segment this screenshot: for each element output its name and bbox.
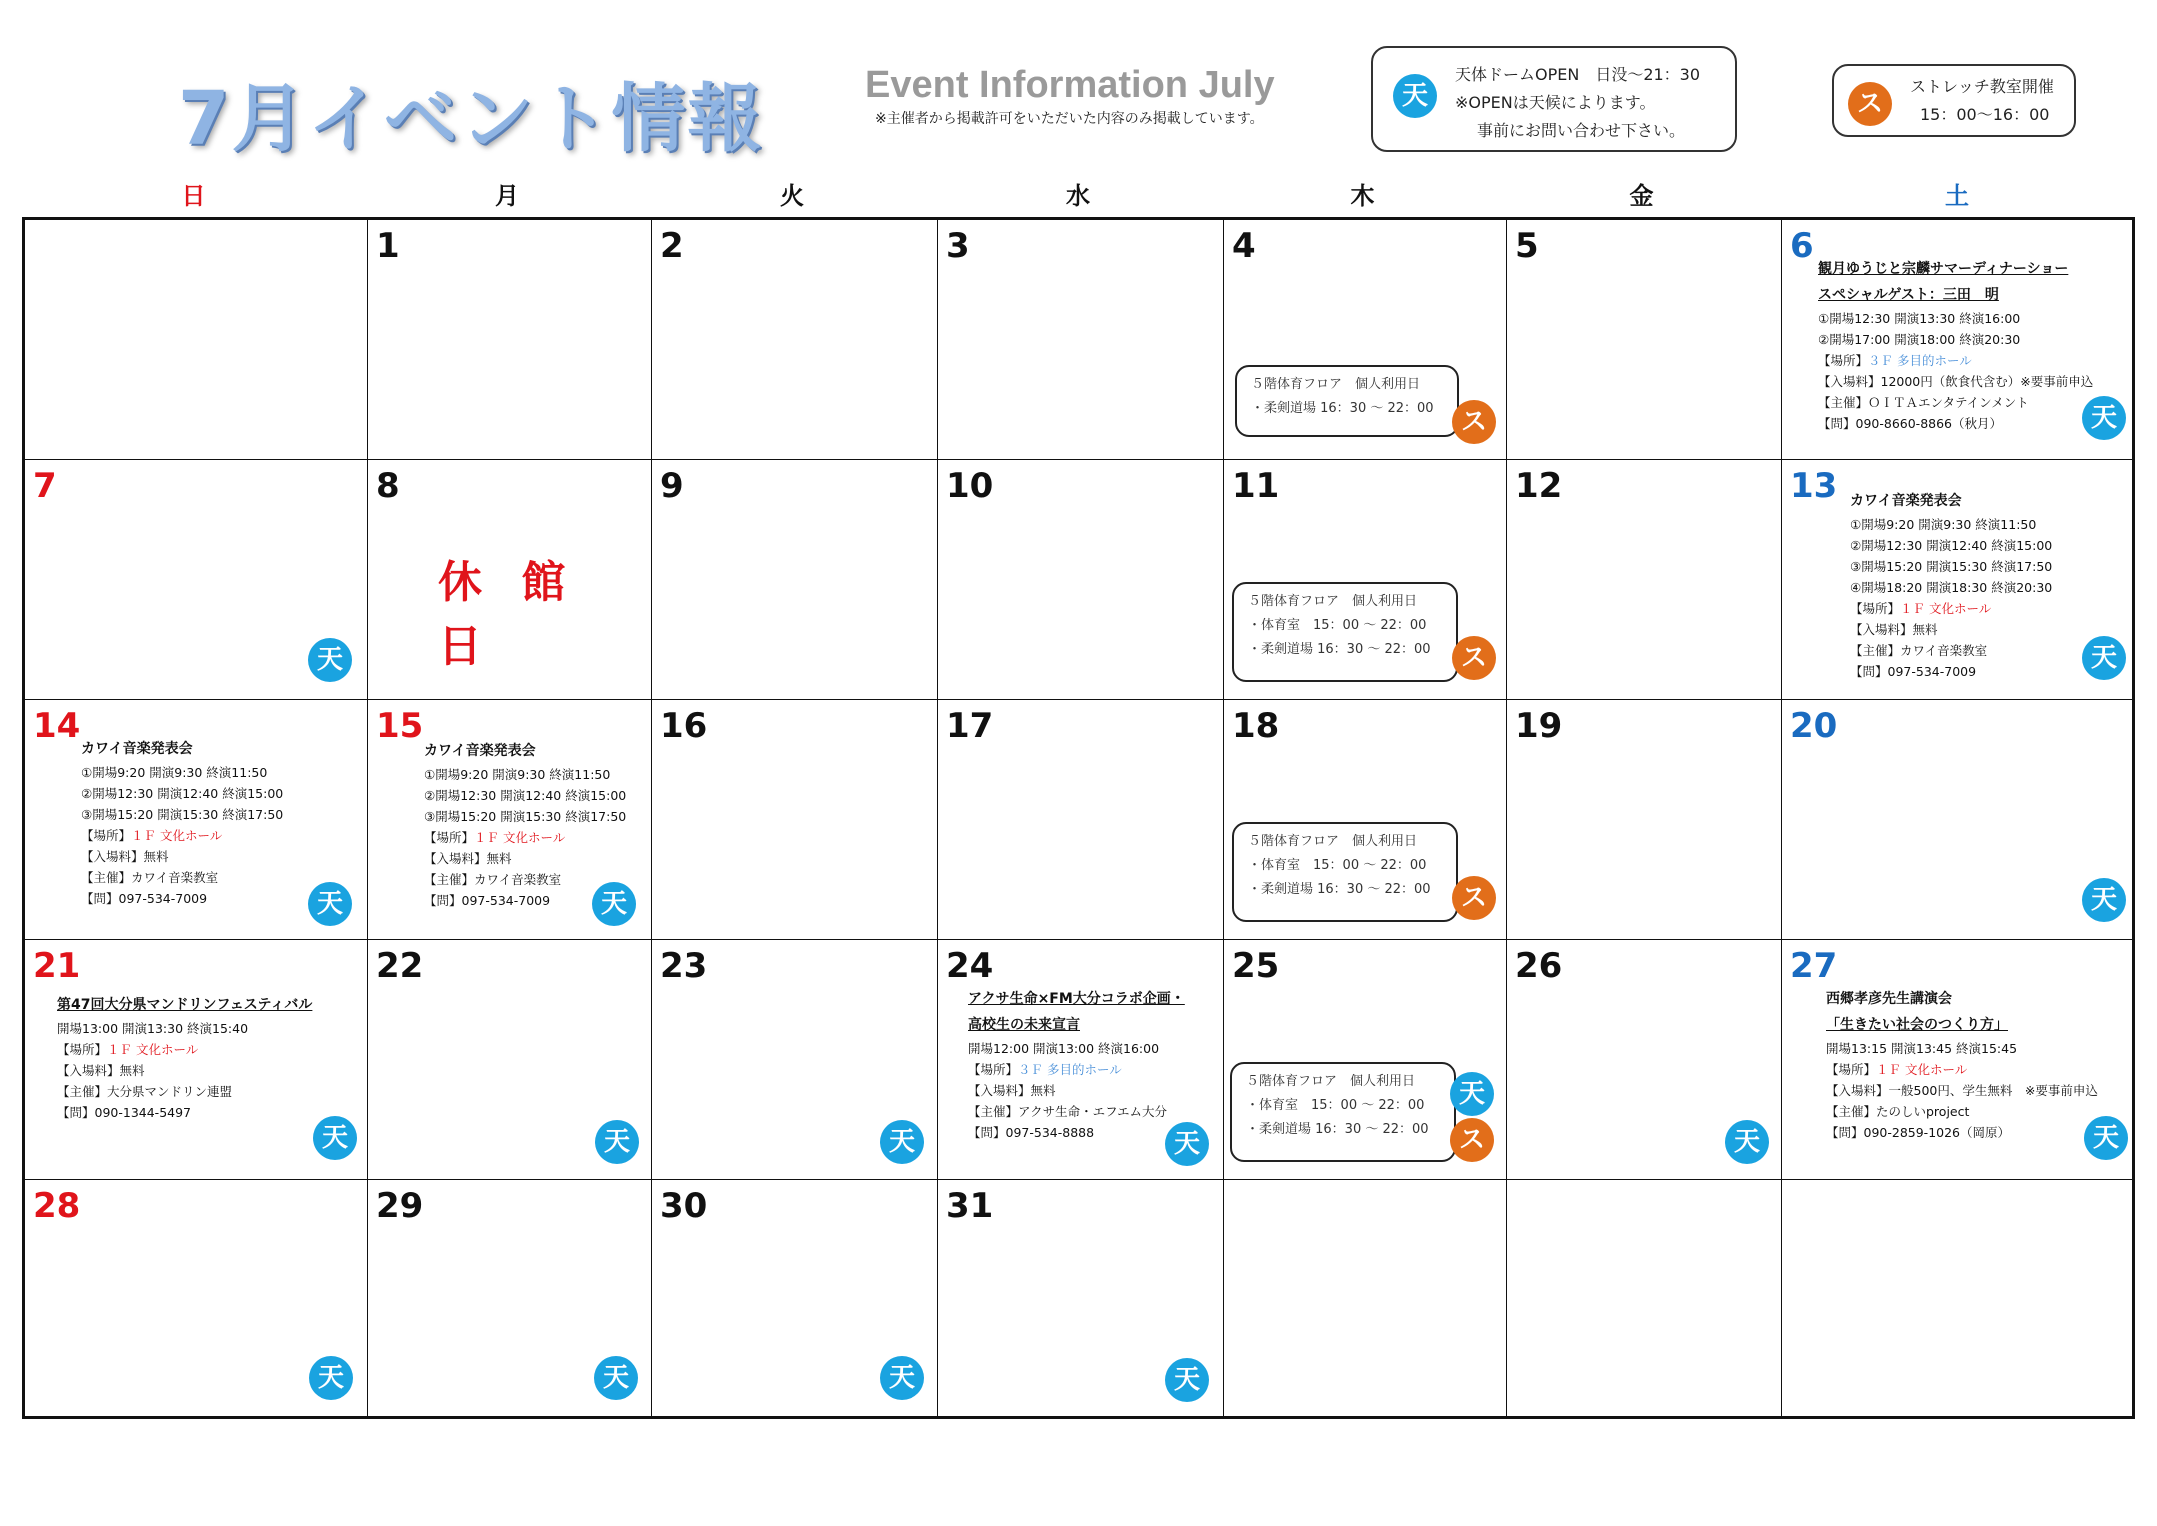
event-fee: 【入場料】無料 [57, 1063, 145, 1078]
legend-stretch-title: ストレッチ教室開催 [1910, 77, 2054, 96]
stretch-icon: ス [1452, 876, 1496, 920]
day-number: 6 [1790, 226, 1814, 266]
gym-open-box [1232, 822, 1458, 922]
day-cell-21 [25, 940, 368, 1180]
gym-open-box [1230, 1062, 1456, 1162]
day-cell-1 [368, 220, 652, 460]
event-fee: 【入場料】無料 [424, 851, 512, 866]
event-time-1: ①開場9:20 開演9:30 終演11:50 [1850, 517, 2037, 532]
weekday-thu: 木 [1350, 182, 1375, 210]
gym-room-hours: ・体育室 15：00 〜 22：00 [1246, 1098, 1425, 1113]
observatory-icon: 天 [2082, 396, 2126, 440]
event-organizer: 【主催】アクサ生命・エフエム大分 [968, 1104, 1168, 1119]
event-kawai-recital [1850, 488, 2052, 682]
event-organizer: 【主催】カワイ音楽教室 [1850, 643, 1988, 658]
day-number: 1 [376, 226, 400, 266]
event-organizer: 【主催】大分県マンドリン連盟 [57, 1084, 233, 1099]
day-cell-22 [368, 940, 652, 1180]
event-fee: 【入場料】12000円（飲食代含む）※要事前申込 [1818, 374, 2094, 389]
day-cell-27 [1782, 940, 2135, 1180]
day-cell-26 [1507, 940, 1782, 1180]
day-cell-29 [368, 1180, 652, 1416]
gym-open-box [1235, 365, 1459, 437]
event-time-2: ②開場12:30 開演12:40 終演15:00 [81, 786, 284, 801]
event-place: 【場所】１Ｆ 文化ホール [57, 1042, 199, 1057]
day-number: 14 [33, 706, 81, 746]
observatory-icon: 天 [2084, 1116, 2128, 1160]
observatory-icon: 天 [1393, 74, 1437, 118]
event-time-3: ③開場15:20 開演15:30 終演17:50 [424, 809, 627, 824]
observatory-icon: 天 [309, 1356, 353, 1400]
event-title: 第47回大分県マンドリンフェスティバル [57, 997, 313, 1013]
day-cell-5 [1507, 220, 1782, 460]
event-dinner-show [1818, 256, 2093, 434]
event-contact: 【問】097-534-7009 [1850, 664, 1977, 679]
legend-observatory-hours: 天体ドームOPEN 日没〜21：30 [1455, 65, 1701, 84]
day-number: 3 [946, 226, 970, 266]
event-fee: 【入場料】無料 [1850, 622, 1938, 637]
event-time-1: ①開場9:20 開演9:30 終演11:50 [424, 767, 611, 782]
legend-observatory-weather-note: ※OPENは天候によります。 [1455, 93, 1656, 112]
gym-room-hours: ・体育室 15：00 〜 22：00 [1248, 618, 1427, 633]
event-time-1: ①開場9:20 開演9:30 終演11:50 [81, 765, 268, 780]
event-kawai-recital [81, 736, 283, 909]
day-number: 5 [1515, 226, 1539, 266]
weekday-tue: 火 [780, 182, 804, 210]
day-cell-20 [1782, 700, 2135, 940]
day-cell-11 [1224, 460, 1507, 700]
event-place: 【場所】３Ｆ 多目的ホール [968, 1062, 1122, 1077]
observatory-icon: 天 [1165, 1122, 1209, 1166]
event-title: 西郷孝彦先生講演会 [1826, 991, 1952, 1007]
day-number: 21 [33, 946, 81, 986]
day-cell-empty [1507, 1180, 1782, 1416]
page-title: 7月イベント情報 [178, 76, 764, 162]
day-number: 2 [660, 226, 684, 266]
observatory-icon: 天 [313, 1116, 357, 1160]
weekday-sun: 日 [181, 182, 206, 210]
event-organizer: 【主催】カワイ音楽教室 [81, 870, 219, 885]
day-cell-23 [652, 940, 938, 1180]
event-title: 観月ゆうじと宗麟サマーディナーショー [1818, 261, 2069, 277]
day-cell-12 [1507, 460, 1782, 700]
day-cell-17 [938, 700, 1224, 940]
event-title: カワイ音楽発表会 [424, 743, 536, 759]
day-cell-empty [25, 220, 368, 460]
day-number: 7 [33, 466, 57, 506]
event-title: アクサ生命×FM大分コラボ企画・ [968, 991, 1185, 1007]
event-axa-fm-collab [968, 986, 1185, 1143]
calendar-grid [22, 217, 2135, 1419]
gym-dojo-hours: ・柔剣道場 16：30 〜 22：00 [1248, 642, 1431, 657]
day-number: 8 [376, 466, 400, 506]
day-number: 19 [1515, 706, 1563, 746]
stretch-icon: ス [1452, 400, 1496, 444]
legend-observatory-contact-note: 事前にお問い合わせ下さい。 [1477, 121, 1686, 140]
event-contact: 【問】090-1344-5497 [57, 1105, 192, 1120]
event-time-3: ③開場15:20 開演15:30 終演17:50 [1850, 559, 2053, 574]
observatory-icon: 天 [2082, 878, 2126, 922]
event-contact: 【問】097-534-7009 [424, 893, 551, 908]
closed-day-label: 休 館 日 [438, 557, 578, 672]
event-organizer: 【主催】カワイ音楽教室 [424, 872, 562, 887]
gym-title: ５階体育フロア 個人利用日 [1251, 377, 1421, 392]
day-number: 27 [1790, 946, 1838, 986]
day-number: 31 [946, 1186, 994, 1226]
day-cell-30 [652, 1180, 938, 1416]
day-number: 11 [1232, 466, 1280, 506]
event-mandolin-festival [57, 992, 312, 1123]
day-number: 28 [33, 1186, 81, 1226]
observatory-icon: 天 [592, 882, 636, 926]
day-cell-28 [25, 1180, 368, 1416]
day-number: 10 [946, 466, 994, 506]
observatory-icon: 天 [308, 638, 352, 682]
gym-title: ５階体育フロア 個人利用日 [1248, 594, 1418, 609]
observatory-icon: 天 [1450, 1072, 1494, 1116]
gym-dojo-hours: ・柔剣道場 16：30 〜 22：00 [1248, 882, 1431, 897]
event-contact: 【問】090-8660-8866（秋月） [1818, 416, 2003, 431]
day-cell-19 [1507, 700, 1782, 940]
event-place: 【場所】１Ｆ 文化ホール [81, 828, 223, 843]
day-cell-16 [652, 700, 938, 940]
event-organizer: 【主催】ＯＩＴＡエンタテインメント [1818, 395, 2029, 410]
day-number: 23 [660, 946, 708, 986]
day-number: 4 [1232, 226, 1256, 266]
day-cell-10 [938, 460, 1224, 700]
day-number: 9 [660, 466, 684, 506]
gym-room-hours: ・体育室 15：00 〜 22：00 [1248, 858, 1427, 873]
page-subtitle: Event Information July [865, 64, 1275, 106]
gym-open-box [1232, 582, 1458, 682]
day-cell-2 [652, 220, 938, 460]
stretch-icon: ス [1452, 636, 1496, 680]
event-contact: 【問】090-2859-1026（岡原） [1826, 1125, 2011, 1140]
weekday-wed: 水 [1066, 182, 1090, 210]
event-time-1: ①開場12:30 開演13:30 終演16:00 [1818, 311, 2021, 326]
event-time: 開場13:15 開演13:45 終演15:45 [1826, 1041, 2018, 1056]
publication-note: ※主催者から掲載許可をいただいた内容のみ掲載しています。 [875, 111, 1264, 127]
event-time: 開場13:00 開演13:30 終演15:40 [57, 1021, 249, 1036]
event-organizer: 【主催】たのしいproject [1826, 1104, 1970, 1119]
day-cell-3 [938, 220, 1224, 460]
event-time-4: ④開場18:20 開演18:30 終演20:30 [1850, 580, 2053, 595]
day-number: 18 [1232, 706, 1280, 746]
observatory-icon: 天 [1725, 1120, 1769, 1164]
gym-dojo-hours: ・柔剣道場 16：30 〜 22：00 [1246, 1122, 1429, 1137]
event-contact: 【問】097-534-7009 [81, 891, 208, 906]
stretch-icon: ス [1848, 82, 1892, 126]
weekday-sat: 土 [1945, 182, 1969, 210]
legend-stretch-hours: 15：00〜16：00 [1920, 105, 2050, 124]
day-number: 30 [660, 1186, 708, 1226]
event-time-2: ②開場12:30 開演12:40 終演15:00 [424, 788, 627, 803]
day-cell-4 [1224, 220, 1507, 460]
event-kawai-recital [424, 738, 626, 911]
day-cell-empty [1782, 1180, 2135, 1416]
event-time: 開場12:00 開演13:00 終演16:00 [968, 1041, 1160, 1056]
event-place: 【場所】３Ｆ 多目的ホール [1818, 353, 1972, 368]
day-cell-24 [938, 940, 1224, 1180]
observatory-icon: 天 [1165, 1358, 1209, 1402]
day-cell-6 [1782, 220, 2135, 460]
event-place: 【場所】１Ｆ 文化ホール [1850, 601, 1992, 616]
day-number: 22 [376, 946, 424, 986]
day-number: 24 [946, 946, 994, 986]
day-cell-15 [368, 700, 652, 940]
day-number: 12 [1515, 466, 1563, 506]
day-cell-13 [1782, 460, 2135, 700]
day-number: 15 [376, 706, 424, 746]
day-cell-25 [1224, 940, 1507, 1180]
event-place: 【場所】１Ｆ 文化ホール [1826, 1062, 1968, 1077]
event-lecture [1826, 986, 2098, 1143]
day-cell-18 [1224, 700, 1507, 940]
day-number: 17 [946, 706, 994, 746]
day-number: 26 [1515, 946, 1563, 986]
observatory-icon: 天 [880, 1356, 924, 1400]
legend-stretch [1832, 64, 2076, 137]
event-subtitle: 高校生の未来宣言 [968, 1017, 1080, 1033]
stretch-icon: ス [1450, 1118, 1494, 1162]
event-subtitle: 「生きたい社会のつくり方」 [1826, 1017, 2008, 1033]
legend-observatory [1371, 46, 1737, 152]
observatory-icon: 天 [308, 882, 352, 926]
gym-dojo-hours: ・柔剣道場 16：30 〜 22：00 [1251, 401, 1434, 416]
weekday-mon: 月 [495, 182, 519, 210]
day-number: 29 [376, 1186, 424, 1226]
event-fee: 【入場料】無料 [968, 1083, 1056, 1098]
day-cell-31 [938, 1180, 1224, 1416]
observatory-icon: 天 [595, 1120, 639, 1164]
day-number: 16 [660, 706, 708, 746]
event-place: 【場所】１Ｆ 文化ホール [424, 830, 566, 845]
event-time-2: ②開場12:30 開演12:40 終演15:00 [1850, 538, 2053, 553]
observatory-icon: 天 [2082, 636, 2126, 680]
day-number: 13 [1790, 466, 1838, 506]
day-cell-14 [25, 700, 368, 940]
day-cell-8 [368, 460, 652, 700]
event-time-2: ②開場17:00 開演18:00 終演20:30 [1818, 332, 2021, 347]
day-number: 25 [1232, 946, 1280, 986]
gym-title: ５階体育フロア 個人利用日 [1246, 1074, 1416, 1089]
event-title: カワイ音楽発表会 [81, 741, 193, 757]
day-cell-empty [1224, 1180, 1507, 1416]
day-number: 20 [1790, 706, 1838, 746]
day-cell-9 [652, 460, 938, 700]
event-contact: 【問】097-534-8888 [968, 1125, 1095, 1140]
event-fee: 【入場料】一般500円、学生無料 ※要事前申込 [1826, 1083, 2098, 1098]
weekday-fri: 金 [1629, 182, 1654, 210]
observatory-icon: 天 [594, 1356, 638, 1400]
event-fee: 【入場料】無料 [81, 849, 169, 864]
observatory-icon: 天 [880, 1120, 924, 1164]
event-guest: スペシャルゲスト：三田 明 [1818, 287, 1999, 303]
event-title: カワイ音楽発表会 [1850, 493, 1962, 509]
day-cell-7 [25, 460, 368, 700]
event-time-3: ③開場15:20 開演15:30 終演17:50 [81, 807, 284, 822]
gym-title: ５階体育フロア 個人利用日 [1248, 834, 1418, 849]
